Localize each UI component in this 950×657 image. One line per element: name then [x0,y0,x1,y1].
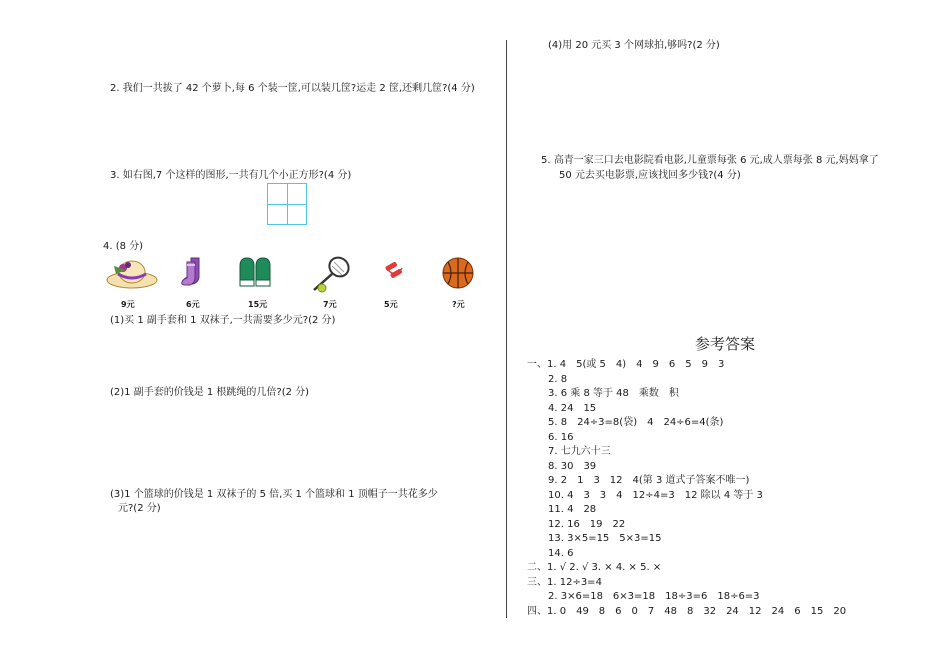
answer-line: 3. 6 乘 8 等于 48 乘数 积 [548,388,679,399]
price-basketball: ?元 [452,300,465,309]
question-5-line1: 5. 高青一家三口去电影院看电影,儿童票每张 6 元,成人票每张 8 元,妈妈拿了 [541,155,879,166]
question-4-4: (4)用 20 元买 3 个网球拍,够吗?(2 分) [548,40,720,51]
question-4-3-line1: (3)1 个篮球的价钱是 1 双袜子的 5 倍,买 1 个篮球和 1 顶帽子一共花多少 [110,489,438,500]
answer-line: 8. 30 39 [548,461,597,472]
answer-line: 12. 16 19 22 [548,519,626,530]
answer-line: 2. 3×6=18 6×3=18 18÷3=6 18÷6=3 [548,591,760,602]
answer-line: 6. 16 [548,432,574,443]
mittens-icon [237,256,273,293]
answer-line: 四、1. 0 49 8 6 0 7 48 8 32 24 12 24 6 15 20 [527,606,847,617]
hat-icon [106,256,158,295]
answer-line: 14. 6 [548,548,574,559]
jump-rope-icon [382,256,406,289]
answer-line: 10. 4 3 3 4 12÷4=3 12 除以 4 等于 3 [548,490,763,501]
answer-line: 7. 七九六十三 [548,446,611,457]
question-3: 3. 如右图,7 个这样的图形,一共有几个小正方形?(4 分) [110,170,352,181]
question-4-3-line2: 元?(2 分) [118,503,161,514]
column-divider [506,40,507,618]
question-5-line2: 50 元去买电影票,应该找回多少钱?(4 分) [559,170,741,181]
answer-line: 9. 2 1 3 12 4(第 3 道式子答案不唯一) [548,475,750,486]
price-socks: 6元 [186,300,200,309]
answer-line: 一、1. 4 5(或 5 4) 4 9 6 5 9 3 [527,359,725,370]
price-jump-rope: 5元 [384,300,398,309]
question-4-2: (2)1 副手套的价钱是 1 根跳绳的几倍?(2 分) [110,387,310,398]
price-mittens: 15元 [248,300,268,309]
socks-icon [181,256,207,293]
answer-line: 11. 4 28 [548,504,597,515]
answer-line: 2. 8 [548,374,568,385]
answer-line: 5. 8 24÷3=8(袋) 4 24÷6=4(条) [548,417,724,428]
square-figure [267,183,307,225]
question-4-1: (1)买 1 副手套和 1 双袜子,一共需要多少元?(2 分) [110,315,336,326]
answer-line: 三、1. 12÷3=4 [527,577,602,588]
price-hat: 9元 [121,300,135,309]
basketball-icon [441,256,475,293]
question-4-header: 4. (8 分) [103,241,144,252]
answer-line: 二、1. √ 2. √ 3. × 4. × 5. × [527,562,662,573]
answer-line: 4. 24 15 [548,403,597,414]
tennis-racket-icon [308,256,352,299]
answer-line: 13. 3×5=15 5×3=15 [548,533,662,544]
answers-title: 参考答案 [695,335,756,353]
price-tennis-racket: 7元 [323,300,337,309]
question-2: 2. 我们一共拔了 42 个萝卜,每 6 个装一筐,可以装几筐?运走 2 筐,还剩几筐?(4 分) [110,83,475,94]
